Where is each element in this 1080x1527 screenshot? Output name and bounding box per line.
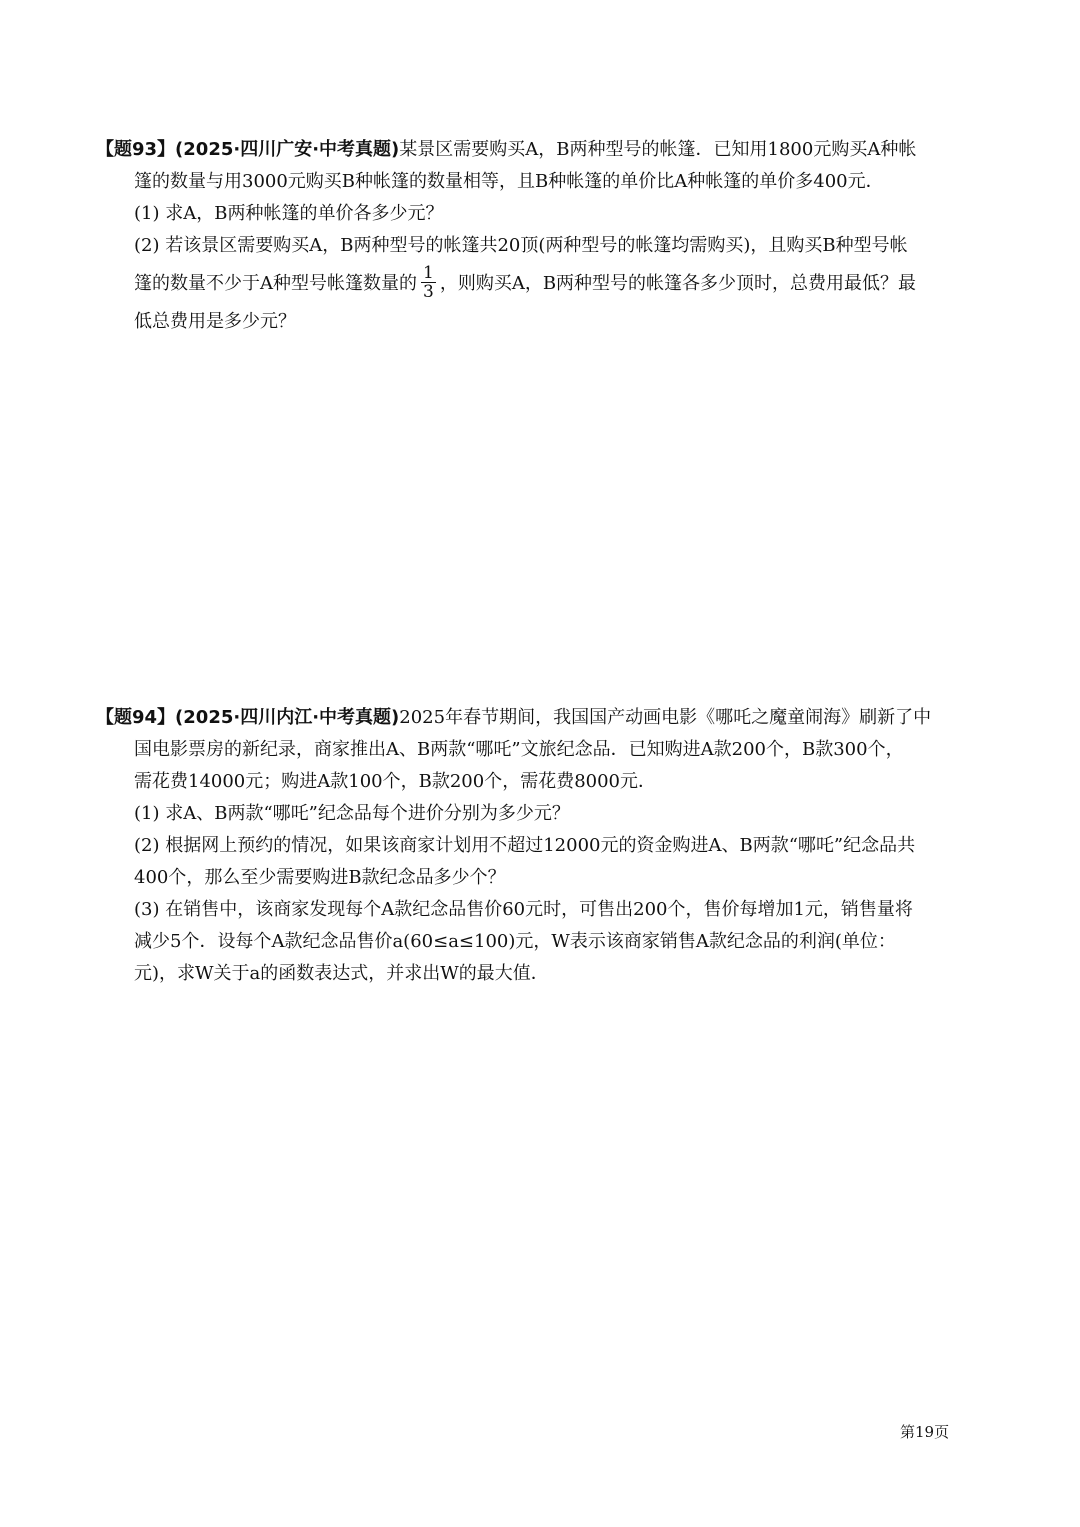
fraction-denominator: 3 [423, 281, 434, 302]
problem-94-text-1: 2025年春节期间，我国国产动画电影《哪吒之魔童闹海》刷新了中 [399, 707, 932, 728]
problem-93 [96, 134, 996, 338]
problem-94-line-1 [96, 702, 996, 734]
problem-93-question-2-line-1: (2) 若该景区需要购买A，B两种型号的帐篷共20顶(两种型号的帐篷均需购买)，且购买B种型号帐 [134, 235, 908, 256]
problem-94-question-2-line-1: (2) 根据网上预约的情况，如果该商家计划用不超过12000元的资金购进A、B两款“哪吒”纪念品共 [134, 835, 916, 856]
fraction-one-third [421, 264, 436, 301]
problem-94-question-1: (1) 求A、B两款“哪吒”纪念品每个进价分别为多少元？ [134, 803, 570, 824]
problem-94-question-3-line-1: (3) 在销售中，该商家发现每个A款纪念品售价60元时，可售出200个，售价每增加1元，销售量将 [134, 899, 913, 920]
problem-94-header: 【题94】(2025·四川内江·中考真题) [96, 707, 400, 728]
problem-93-line-2: 篷的数量与用3000元购买B种帐篷的数量相等，且B种帐篷的单价比A种帐篷的单价多400元． [134, 171, 884, 192]
problem-93-q2-text-after: ，则购买A，B两种型号的帐篷各多少顶时，总费用最低？最 [439, 273, 917, 294]
problem-93-header: 【题93】(2025·四川广安·中考真题) [96, 139, 400, 160]
problem-93-q2-text-before: 篷的数量不少于A种型号帐篷数量的 [134, 273, 417, 294]
problem-93-text-1: 某景区需要购买A，B两种型号的帐篷．已知用1800元购买A种帐 [399, 139, 917, 160]
problem-93-question-1: (1) 求A，B两种帐篷的单价各多少元？ [134, 203, 444, 224]
problem-93-question-2-line-2 [96, 262, 996, 306]
problem-94-line-3: 需花费14000元；购进A款100个，B款200个，需花费8000元． [134, 771, 657, 792]
problem-94 [96, 702, 996, 990]
problem-94-question-3-line-2: 减少5个．设每个A款纪念品售价a(60≤a≤100)元，W表示该商家销售A款纪念品的利润(单位： [134, 931, 896, 952]
problem-94-question-2-line-2: 400个，那么至少需要购进B款纪念品多少个？ [134, 867, 506, 888]
problem-94-line-2: 国电影票房的新纪录，商家推出A、B两款“哪吒”文旅纪念品．已知购进A款200个，B款300个， [134, 739, 904, 760]
problem-94-question-3-line-3: 元)，求W关于a的函数表达式，并求出W的最大值． [134, 963, 549, 984]
page-number: 第19页 [900, 1423, 950, 1441]
problem-93-question-2-line-3: 低总费用是多少元？ [134, 311, 296, 332]
fraction-numerator: 1 [423, 262, 434, 283]
problem-93-line-1 [96, 134, 996, 166]
